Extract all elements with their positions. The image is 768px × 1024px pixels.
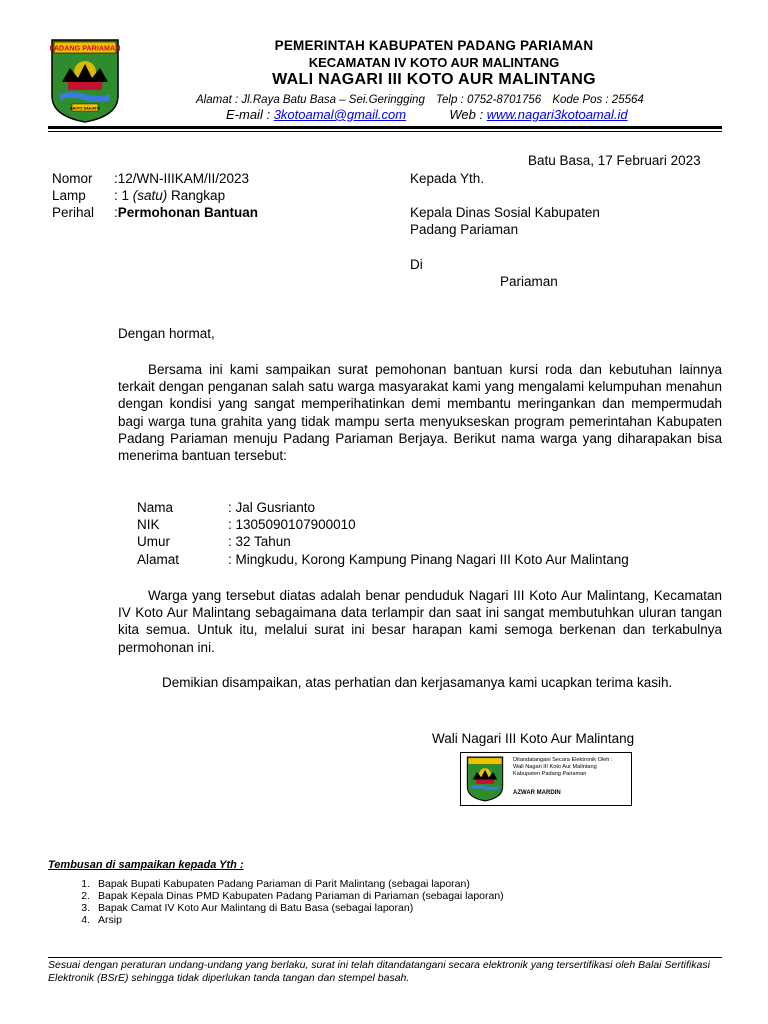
list-item: 4. Arsip [81, 914, 122, 926]
nama-value: : Jal Gusrianto [228, 500, 316, 515]
umur-label: Umur [137, 534, 170, 549]
umur-value: : 32 Tahun [228, 534, 291, 549]
lamp-label: Lamp [52, 188, 86, 203]
tembusan-title: Tembusan di sampaikan kepada Yth : [48, 859, 244, 871]
kepada-instansi: Padang Pariaman [410, 222, 519, 237]
footer-divider [48, 957, 722, 958]
alamat-label: Alamat [137, 552, 180, 567]
kop-divider-thick [48, 126, 722, 129]
paragraf-keterangan: Warga yang tersebut diatas adalah benar penduduk Nagari III Koto Aur Malintang, Kecamatan IV Koto Aur Malintang sebagaimana data terlampir dan saat ini sangat membutuhkan uluran tangan kita semua. Untuk itu, melalui surat ini besar harapan kami semoga berkenan dan terkabulnya permohonan ini. [118, 588, 722, 655]
jabatan-penandatangan: Wali Nagari III Koto Aur Malintang [432, 731, 635, 746]
alamat-value: : Mingkudu, Korong Kampung Pinang Nagari III Koto Aur Malintang [228, 552, 629, 567]
tanggal-surat: Batu Basa, 17 Februari 2023 [528, 153, 701, 168]
nomor-label: Nomor [52, 171, 93, 186]
logo-motto: SAIYO SAKATO [69, 105, 101, 111]
email-label: E-mail : [226, 107, 271, 122]
kepada-di: Di [410, 257, 423, 272]
nik-label: NIK [137, 517, 160, 532]
salam-pembuka: Dengan hormat, [118, 326, 215, 341]
perihal-value: :Permohonan Bantuan [114, 205, 259, 220]
tembusan-list [48, 878, 504, 926]
kepada-tempat: Pariaman [500, 274, 558, 289]
perihal-label: Perihal [52, 205, 95, 220]
web-label: Web : [449, 107, 484, 122]
kepada-jabatan: Kepala Dinas Sosial Kabupaten [410, 205, 600, 220]
paragraf-pembuka: Bersama ini kami sampaikan surat pemohonan bantuan kursi roda dan kebutuhan lainnya terkait dengan penganan salah satu warga masyarakat kami yang mengalami kelumpuhan menahun dengan kondisi yang sangat memperihatinkan demi membantu meringankan dan mempermudah bagi warga tuna grahita yang tidak mampu serta menyukseskan program pemerintahan Kabupaten Padang Pariaman menuju Padang Pariaman Berjaya. Berikut nama warga yang diharapakan bisa menerima bantuan tersebut: [118, 362, 722, 464]
web-link[interactable]: www.nagari3kotoamal.id [486, 107, 628, 122]
kop-wali-nagari: WALI NAGARI III KOTO AUR MALINTANG [272, 71, 596, 88]
catatan-bsre: Sesuai dengan peraturan undang-undang yang berlaku, surat ini telah ditandatangani secara elektronik yang tersertifikasi oleh Balai Sertifikasi Elektronik (BSrE) sehingga tidak diperlukan tanda tangan dan stempel basah. [48, 959, 710, 984]
kop-divider-thin [48, 131, 722, 132]
nomor-value: :12/WN-IIIKAM/II/2023 [114, 171, 250, 186]
kepada-yth: Kepada Yth. [410, 171, 485, 186]
email-link[interactable]: 3kotoamal@gmail.com [273, 107, 407, 122]
logo-label: PADANG PARIAMAN [50, 43, 120, 53]
list-item: 3. Bapak Camat IV Koto Aur Malintang di Batu Basa (sebagai laporan) [81, 902, 414, 914]
list-item: 1. Bapak Bupati Kabupaten Padang Pariaman di Parit Malintang (sebagai laporan) [81, 878, 470, 890]
kop-pemerintah: PEMERINTAH KABUPATEN PADANG PARIAMAN [274, 38, 594, 53]
kop-alamat [196, 94, 686, 106]
nama-penandatangan: AZWAR MARDIN [513, 790, 561, 796]
padang-pariaman-logo-small [464, 756, 506, 802]
lamp-value: : 1 (satu) Rangkap [114, 188, 226, 203]
padang-pariaman-logo [50, 38, 120, 124]
ttd-keterangan: Ditandatangani Secara Elektronik Oleh : Wali Nagari III Koto Aur Malintang Kabupaten Padang Pariaman [513, 757, 613, 777]
nik-value: : 1305090107900010 [228, 517, 356, 532]
paragraf-penutup: Demikian disampaikan, atas perhatian dan kerjasamanya kami ucapkan terima kasih. [162, 675, 673, 690]
tanda-tangan-elektronik [460, 752, 632, 806]
telp-text: Telp : 0752-8701756 [436, 94, 542, 106]
alamat-text: Alamat : Jl.Raya Batu Basa – Sei.Geringging [196, 94, 425, 106]
list-item: 2. Bapak Kepala Dinas PMD Kabupaten Padang Pariaman di Pariaman (sebagai laporan) [81, 890, 504, 902]
kop-kontak [226, 107, 628, 122]
kode-pos-text: Kode Pos : 25564 [552, 94, 644, 106]
kop-kecamatan: KECAMATAN IV KOTO AUR MALINTANG [308, 55, 560, 70]
nama-label: Nama [137, 500, 174, 515]
